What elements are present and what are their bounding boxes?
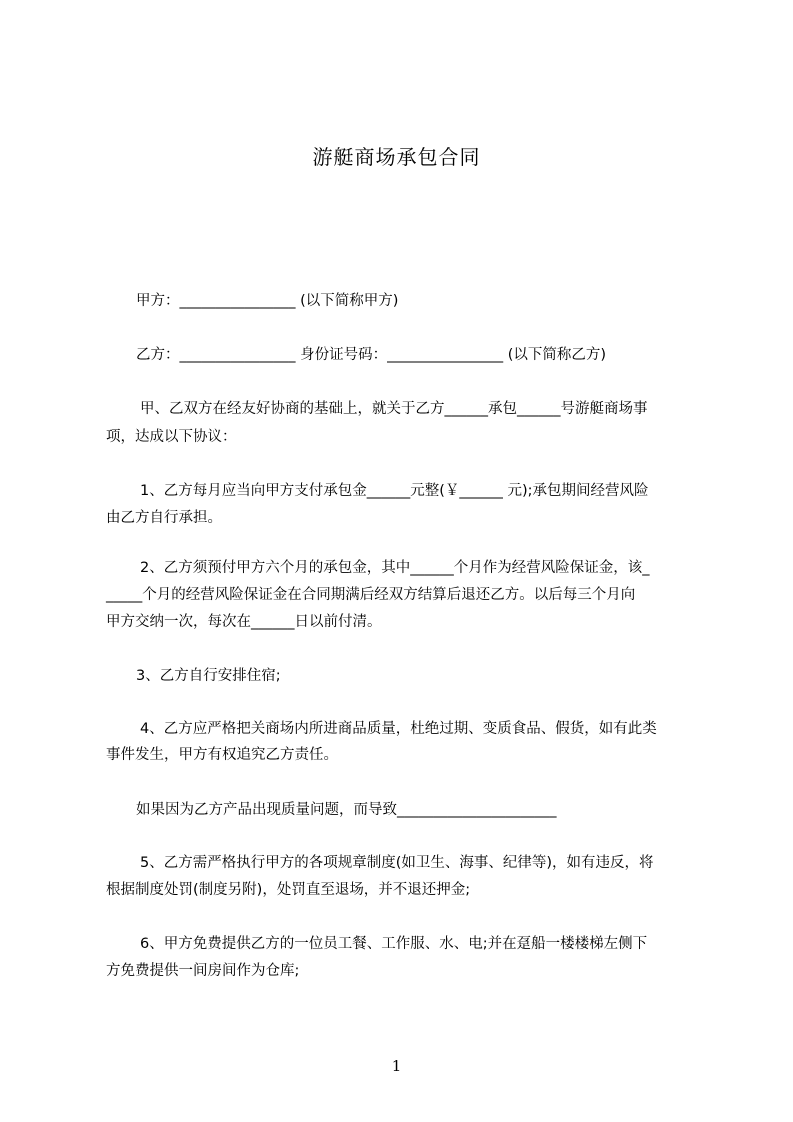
clause-1-line-2: 由乙方自行承担。: [106, 510, 222, 526]
clause-6-line-2: 方免费提供一间房间作为仓库;: [106, 963, 300, 979]
intro-paragraph-line-1: 甲、乙双方在经友好协商的基础上，就关于乙方______承包______号游艇商场事: [140, 401, 648, 417]
clause-1-line-1: 1、乙方每月应当向甲方支付承包金______元整(￥______ 元);承包期间经营风险: [140, 483, 649, 499]
document-title: 游艇商场承包合同: [312, 145, 481, 169]
clause-4-line-2: 事件发生，甲方有权追究乙方责任。: [106, 747, 338, 763]
clause-5-line-2: 根据制度处罚(制度另附)，处罚直至退场，并不退还押金;: [106, 882, 471, 898]
page-number: 1: [391, 1057, 402, 1075]
clause-2-line-1: 2、乙方须预付甲方六个月的承包金，其中______个月作为经营风险保证金，该_: [140, 560, 650, 576]
clause-2-line-2: _____个月的经营风险保证金在合同期满后经双方结算后退还乙方。以后每三个月向: [106, 587, 636, 603]
clause-3-line: 3、乙方自行安排住宿;: [136, 668, 281, 684]
party-b-line: 乙方：________________ 身份证号码：________________ (以下简称乙方): [136, 347, 607, 363]
clause-4-line-1: 4、乙方应严格把关商场内所进商品质量，杜绝过期、变质食品、假货，如有此类: [140, 721, 657, 737]
clause-2-line-3: 甲方交纳一次，每次在______日以前付清。: [106, 614, 382, 630]
quality-issue-line: 如果因为乙方产品出现质量问题，而导致______________________: [136, 802, 557, 818]
clause-6-line-1: 6、甲方免费提供乙方的一位员工餐、工作服、水、电;并在趸船一楼楼梯左侧下: [140, 936, 648, 952]
clause-5-line-1: 5、乙方需严格执行甲方的各项规章制度(如卫生、海事、纪律等)，如有违反，将: [140, 855, 654, 871]
intro-paragraph-line-2: 项，达成以下协议：: [106, 429, 237, 445]
party-a-line: 甲方：________________ (以下简称甲方): [136, 293, 399, 309]
